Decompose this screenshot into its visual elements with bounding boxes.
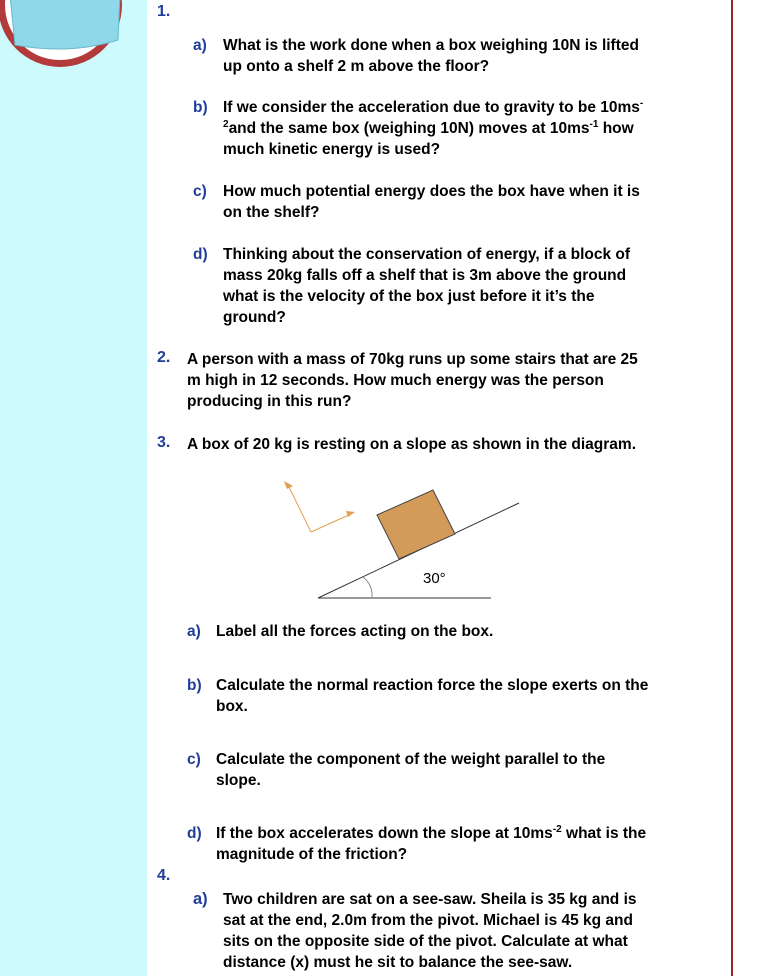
q3-intro: A box of 20 kg is resting on a slope as shown in the diagram.	[187, 436, 637, 453]
q4a-line-3: sits on the opposite side of the pivot. Calculate at what	[223, 933, 628, 950]
q1b-line-2: $^2$and the same box (weighing 10N) moves at $10ms^{-1}$ how	[223, 119, 634, 137]
q4-number: 4.	[157, 867, 171, 884]
q3b-line-1: Calculate the normal reaction force the slope exerts on the	[216, 677, 649, 694]
q3c-label: c)	[187, 751, 201, 768]
q3c-line-1: Calculate the component of the weight parallel to the	[216, 751, 606, 768]
q3-number: 3.	[157, 434, 171, 451]
q1-number: 1.	[157, 3, 171, 20]
axes-arrow-icon	[289, 487, 351, 532]
sticky-note-badge-icon	[0, 0, 150, 70]
q1a-label: a)	[193, 37, 207, 54]
q1d-line-1: Thinking about the conservation of energy, if a block of	[223, 246, 631, 263]
q1d-line-4: ground?	[223, 309, 286, 326]
q1c-line-1: How much potential energy does the box have when it is	[223, 183, 640, 200]
left-sidebar	[0, 0, 147, 976]
q1b-line-3: much kinetic energy is used?	[223, 141, 441, 158]
q2-line-2: m high in 12 seconds. How much energy was the person	[187, 372, 604, 389]
q3a-label: a)	[187, 623, 201, 640]
box-shape	[377, 490, 455, 559]
q1d-label: d)	[193, 246, 208, 263]
q3c-line-2: slope.	[216, 772, 261, 789]
q3b-line-2: box.	[216, 698, 248, 715]
q1a-line-2: up onto a shelf 2 m above the floor?	[223, 58, 490, 75]
right-margin-rule	[731, 0, 733, 976]
q3b-label: b)	[187, 677, 202, 694]
q1d-line-2: mass 20kg falls off a shelf that is 3m above the ground	[223, 267, 627, 284]
q4a-label: a)	[193, 890, 208, 908]
q4a-line-4: distance (x) must he sit to balance the see-saw.	[223, 954, 573, 971]
q4a-line-1: Two children are sat on a see-saw. Sheila is 35 kg and is	[223, 891, 637, 908]
angle-label: 30°	[423, 570, 446, 587]
q4a-line-2: sat at the end, 2.0m from the pivot. Michael is 45 kg and	[223, 912, 633, 929]
q2-line-1: A person with a mass of 70kg runs up some stairs that are 25	[187, 351, 638, 368]
q3d-line-2: magnitude of the friction?	[216, 846, 408, 863]
q1d-line-3: what is the velocity of the box just before it it’s the	[223, 288, 595, 305]
q1c-line-2: on the shelf?	[223, 204, 320, 221]
q3a-line-1: Label all the forces acting on the box.	[216, 623, 494, 640]
q2-number: 2.	[157, 349, 171, 366]
q1b-line-1: If we consider the acceleration due to gravity to be 10ms-	[223, 98, 644, 116]
q1a-line-1: What is the work done when a box weighing 10N is lifted	[223, 37, 639, 54]
q2-line-3: producing in this run?	[187, 393, 352, 410]
q1c-label: c)	[193, 183, 207, 200]
q3d-label: d)	[187, 825, 202, 842]
q3d-line-1: If the box accelerates down the slope at $10ms^{-2}$ what is the	[216, 824, 647, 842]
q1b-label: b)	[193, 99, 208, 116]
slope-diagram	[275, 470, 535, 615]
